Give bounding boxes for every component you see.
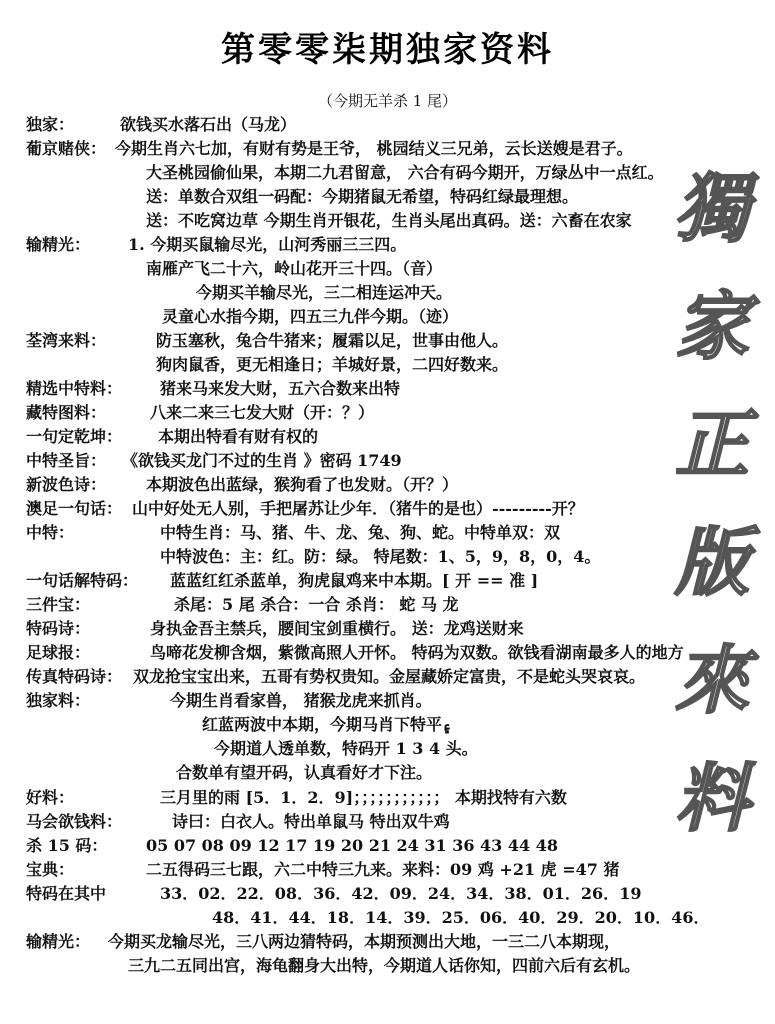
line-label: 足球报： [26,643,91,662]
doc-line [0,593,775,617]
line-text: 《欲钱买龙门不过的生肖 》密码 1749 [122,451,402,470]
doc-line [0,425,775,449]
doc-line [0,473,775,497]
doc-line [0,305,775,329]
line-text: 双龙抢宝宝出来，五哥有势权贵知。金屋藏娇定富贵，不是蛇头哭哀哀。 [133,667,646,686]
doc-line [0,161,775,185]
line-text: 今期生肖看家兽， 猪猴龙虎来抓肖。 [170,691,432,710]
doc-line [0,545,775,569]
line-label: 独家料： [26,691,91,710]
doc-line [0,353,775,377]
line-label: 马会欲钱料： [26,812,123,831]
doc-line [0,113,775,137]
doc-line [0,713,775,737]
line-text: 今期道人透单数，特码开 1 3 4 头。 [214,739,478,758]
line-text: 今期生肖六七加，有财有势是王爷， 桃园结义三兄弟，云长送嫂是君子。 [115,139,633,158]
line-label: 输精光： [26,235,91,254]
line-text: 灵童心水指今期，四五三九伴今期。（迹） [162,307,459,326]
doc-line [0,737,775,761]
line-label: 特码诗： [26,619,91,638]
doc-line [0,257,775,281]
line-text: 本期波色出蓝绿，猴狗看了也发财。（开？） [146,475,459,494]
line-text: 三月里的雨 [5．1．2．9]；；；；；；；；；；； 本期找特有六数 [160,788,567,807]
doc-line [0,761,775,785]
line-label: 一句定乾坤： [26,427,123,446]
line-text: 蓝蓝红红杀蓝单，狗虎鼠鸡来中本期。[ 开 == 准 ] [170,571,539,590]
doc-line [0,233,775,257]
line-label: 一句话解特码： [26,571,139,590]
line-text: 身执金吾主禁兵，腰间宝剑重横行。 送：龙鸡送财来 [150,619,524,638]
line-text: 八来二来三七发大财（开：？） [150,403,375,422]
doc-line [0,449,775,473]
doc-line [0,377,775,401]
line-label: 荃湾来料： [26,331,107,350]
line-text: 合数单有望开码，认真看好才下注。 [176,763,433,782]
line-text: 杀尾：5 尾 杀合：一合 杀肖： 蛇 马 龙 [174,595,459,614]
doc-line [0,882,775,906]
line-text: 本期出特看有财有权的 [158,427,319,446]
doc-line [0,401,775,425]
line-text: 今期买羊输尽光，三二相连运冲天。 [196,283,453,302]
line-text: 送：单数合双组一码配：今期猪鼠无希望，特码红绿最理想。 [146,187,579,206]
line-text: 1. 今期买鼠输尽光，山河秀丽三三四。 [128,235,407,254]
line-label: 特码在其中 [26,884,107,903]
watermark-char: 來 [675,638,749,724]
line-label: 精选中特料： [26,379,123,398]
line-text: 山中好处无人别，手把屠苏让少年．（猪牛的是也）---------开？ [132,499,584,518]
line-text: 二五得码三七跟，六二中特三九来。来料：09 鸡 +21 虎 =47 猪 [146,860,620,879]
doc-line [0,930,775,954]
doc-line [0,786,775,810]
doc-line [0,954,775,978]
line-text: 南雁产飞二十六，岭山花开三十四。（音） [146,259,443,278]
line-text: 送：不吃窝边草 今期生肖开银花，生肖头尾出真码。送：六畜在农家 [146,211,632,230]
line-text: 今期买龙输尽光，三八两边猜特码，本期预测出大地，一三二八本期现， [108,932,621,951]
line-label: 三件宝： [26,595,91,614]
watermark-char: 版 [675,520,749,606]
line-label: 中特： [26,523,75,542]
doc-line [0,281,775,305]
line-text: 红蓝两波中本期，今期马肖下特平۽ [202,715,452,734]
line-text: 大圣桃园偷仙果，本期二九君留意， 六合有码今期开，万绿丛中一点红。 [146,163,664,182]
line-label: 葡京赌侠： [26,139,107,158]
line-label: 好料： [26,788,75,807]
doc-line [0,665,775,689]
line-text: 鸟啼花发柳含烟，紫微高照人开怀。 特码为双数。欲钱看湖南最多人的地方 [150,643,684,662]
line-text: 防玉塞秋，兔合牛猪来；履霜以足，世事由他人。 [156,331,509,350]
page-title: 第零零柒期独家资料 [221,30,554,70]
watermark-char: 料 [675,756,749,842]
line-label: 独家： [26,115,75,134]
line-text: 05 07 08 09 12 17 19 20 21 24 31 36 43 44 48 [146,836,558,855]
watermark-char: 正 [675,402,749,488]
line-label: 输精光： [26,932,91,951]
line-label: 杀 15 码： [26,836,108,855]
doc-line [0,641,775,665]
line-label: 传真特码诗： [26,667,123,686]
line-text: 三九二五同出宫，海龟翻身大出特，今期道人话你知，四前六后有玄机。 [128,956,641,975]
line-label: 藏特图料： [26,403,107,422]
doc-line [0,810,775,834]
line-label: 新波色诗： [26,475,107,494]
watermark-char: 家 [675,284,749,370]
doc-line [0,209,775,233]
doc-line [0,185,775,209]
doc-line [0,137,775,161]
doc-line [0,329,775,353]
line-text: 欲钱买水落石出（马龙） [120,115,297,134]
line-text: 中特生肖：马、猪、牛、龙、兔、狗、蛇。中特单双：双 [160,523,561,542]
doc-line [0,617,775,641]
line-text: 狗肉鼠香，更无相逢日；羊城好景，二四好数来。 [156,355,509,374]
doc-line [0,569,775,593]
line-text: 诗曰：白衣人。特出单鼠马 特出双牛鸡 [172,812,450,831]
line-label: 澳足一句话： [26,499,123,518]
doc-line [0,858,775,882]
line-text: 33．02．22．08．36．42．09．24．34．38．01．26．19 [160,884,642,903]
doc-line [0,521,775,545]
doc-line [0,906,775,930]
doc-line [0,834,775,858]
doc-line [0,689,775,713]
line-label: 宝典： [26,860,75,879]
line-text: 猪来马来发大财，五六合数来出特 [160,379,401,398]
page-subtitle: （今期无羊杀 1 尾） [317,92,458,110]
line-label: 中特圣旨： [26,451,107,470]
watermark-char: 獨 [675,166,749,252]
line-text: 中特波色：主：红。防：绿。 特尾数：1、5，9，8，0，4。 [160,547,601,566]
doc-line [0,497,775,521]
line-text: 48．41．44．18．14．39．25．06．40．29．20．10．46． [212,908,710,927]
